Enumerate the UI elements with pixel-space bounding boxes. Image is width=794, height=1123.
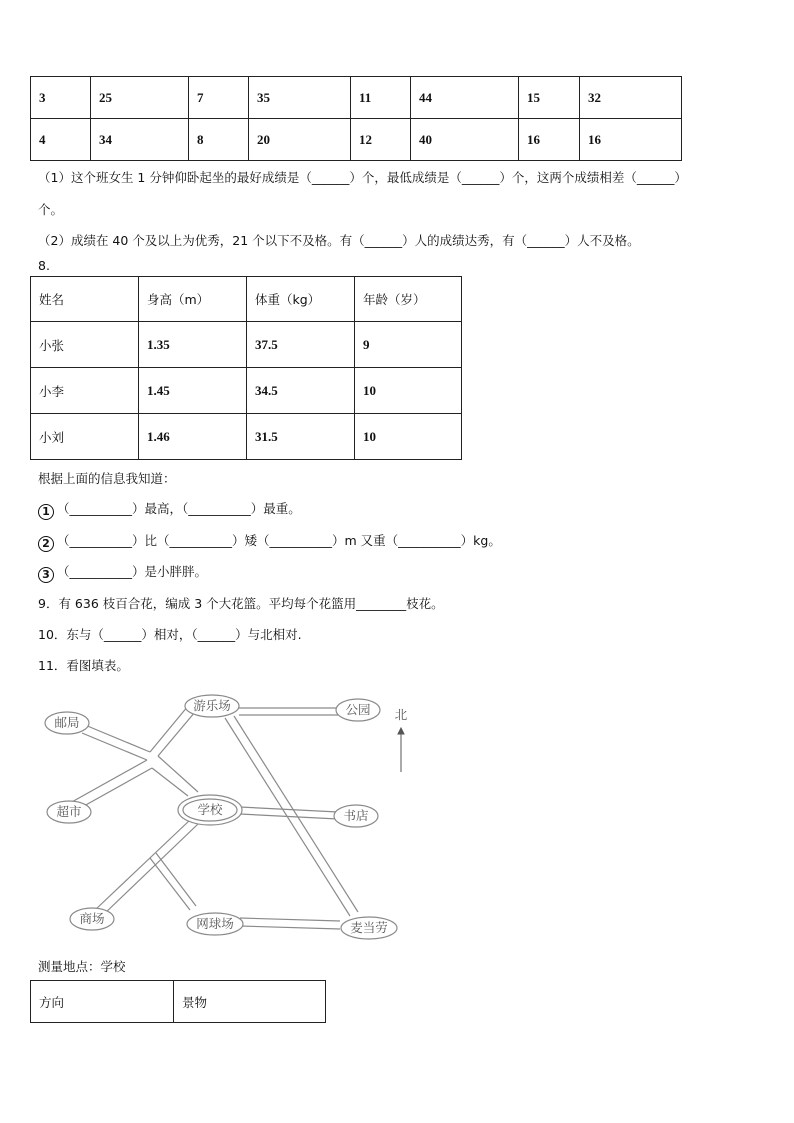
q8-item-text: （__________）最高，（__________）最重。	[57, 501, 301, 516]
map-label-bookstore: 书店	[343, 808, 369, 823]
table-header-cell: 体重（kg）	[247, 277, 355, 322]
table-cell: 35	[249, 77, 351, 119]
table-cell: 3	[31, 77, 91, 119]
table-cell: 34.5	[247, 368, 355, 414]
north-arrow-icon	[398, 728, 404, 772]
table-header-row	[31, 277, 462, 322]
table-cell: 1.46	[139, 414, 247, 460]
q8-item-1	[38, 499, 301, 520]
table-cell: 10	[355, 368, 462, 414]
map-label-post-office: 邮局	[54, 715, 80, 730]
q9: 9．有 636 枝百合花，编成 3 个大花篮。平均每个花篮用________枝花。	[38, 596, 444, 611]
table-header-cell: 姓名	[31, 277, 139, 322]
q8-item-text: （__________）是小胖胖。	[57, 564, 208, 579]
table-cell: 4	[31, 119, 91, 161]
q11-title: 11．看图填表。	[38, 658, 129, 673]
q8-item-text: （__________）比（__________）矮（__________）m 又重（__________）kg。	[57, 533, 501, 548]
direction-table	[30, 980, 326, 1023]
measure-point: 测量地点：学校	[38, 959, 126, 974]
q7-part2: （2）成绩在 40 个及以上为优秀，21 个以下不及格。有（______）人的成绩达秀，有（______）人不及格。	[38, 233, 640, 248]
circled-number-2: 2	[38, 536, 54, 552]
q7-part1-line2: 个。	[38, 202, 64, 217]
table-cell: 44	[411, 77, 519, 119]
table-header-row	[31, 981, 326, 1023]
table-header-cell: 年龄（岁）	[355, 277, 462, 322]
map-label-mcdonalds: 麦当劳	[350, 920, 388, 935]
table-cell: 12	[351, 119, 411, 161]
table-cell: 15	[519, 77, 580, 119]
north-label: 北	[394, 707, 408, 722]
table-cell: 7	[189, 77, 249, 119]
table-cell: 1.35	[139, 322, 247, 368]
q8-table	[30, 276, 462, 460]
table-row	[31, 322, 462, 368]
q7-part1-line1: （1）这个班女生 1 分钟仰卧起坐的最好成绩是（______）个，最低成绩是（______）个，这两个成绩相差（______）	[38, 170, 687, 185]
q8-item-2	[38, 531, 501, 552]
q8-item-3	[38, 562, 207, 583]
table-cell: 32	[580, 77, 682, 119]
table-cell: 8	[189, 119, 249, 161]
table-row	[31, 77, 682, 119]
table-cell: 40	[411, 119, 519, 161]
table-cell: 小刘	[31, 414, 139, 460]
map-label-tennis-court: 网球场	[196, 916, 234, 931]
town-map	[40, 688, 420, 948]
map-label-park: 公园	[345, 702, 371, 717]
map-label-school: 学校	[197, 802, 223, 817]
table-row	[31, 119, 682, 161]
circled-number-1: 1	[38, 504, 54, 520]
table-row	[31, 368, 462, 414]
table-cell: 16	[519, 119, 580, 161]
table-cell: 16	[580, 119, 682, 161]
circled-number-3: 3	[38, 567, 54, 583]
table-header-cell: 景物	[174, 981, 326, 1023]
table-row	[31, 414, 462, 460]
table-cell: 25	[91, 77, 189, 119]
scores-table	[30, 76, 682, 161]
table-header-cell: 方向	[31, 981, 174, 1023]
table-cell: 37.5	[247, 322, 355, 368]
table-cell: 小李	[31, 368, 139, 414]
q8-intro: 根据上面的信息我知道：	[38, 471, 176, 486]
q8-number: 8.	[38, 258, 50, 273]
table-cell: 9	[355, 322, 462, 368]
map-label-amusement-park: 游乐场	[193, 698, 231, 713]
map-label-supermarket: 超市	[56, 804, 82, 819]
table-cell: 34	[91, 119, 189, 161]
q10: 10．东与（______）相对，（______）与北相对.	[38, 627, 302, 642]
table-cell: 1.45	[139, 368, 247, 414]
table-header-cell: 身高（m）	[139, 277, 247, 322]
table-cell: 小张	[31, 322, 139, 368]
table-cell: 11	[351, 77, 411, 119]
table-cell: 20	[249, 119, 351, 161]
table-cell: 31.5	[247, 414, 355, 460]
map-label-mall: 商场	[79, 911, 105, 926]
table-cell: 10	[355, 414, 462, 460]
